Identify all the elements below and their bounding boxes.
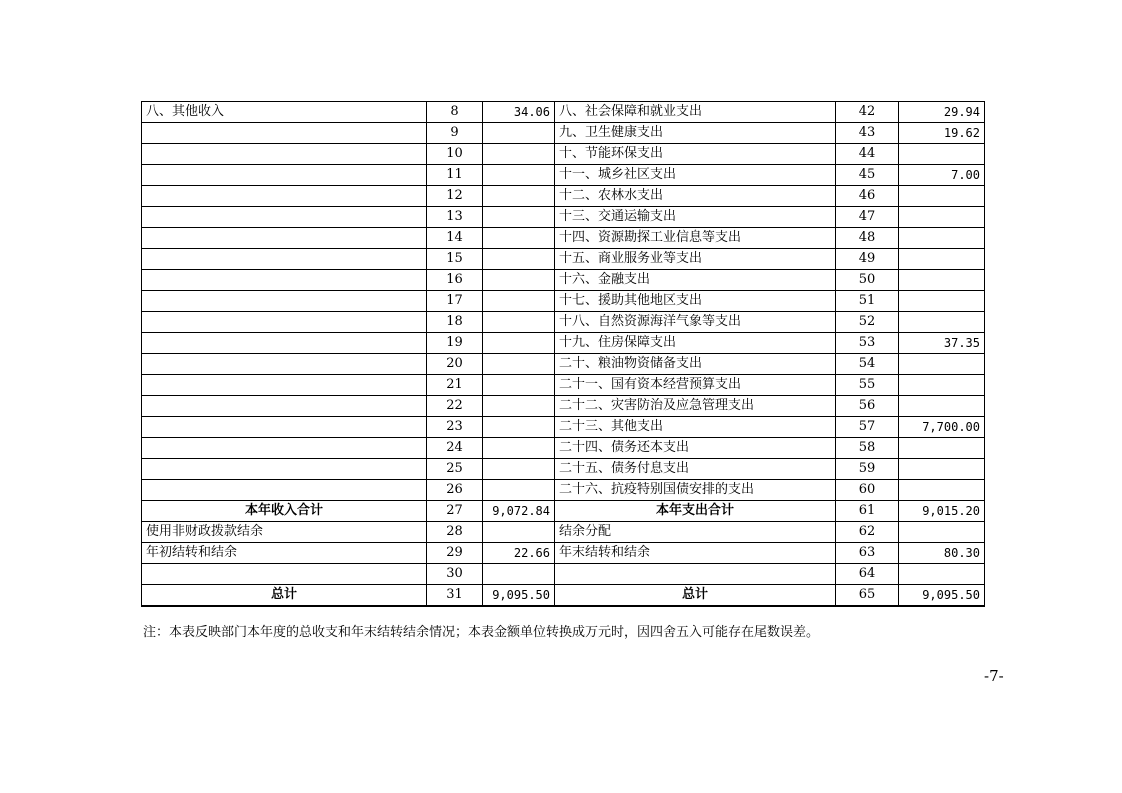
income-row-number-cell: 30 xyxy=(427,564,483,585)
table-row xyxy=(142,354,985,375)
table-row xyxy=(142,102,985,123)
table-row xyxy=(142,144,985,165)
expense-row-number-cell: 44 xyxy=(836,144,899,165)
expense-amount-cell xyxy=(899,480,985,501)
income-item-cell xyxy=(142,207,427,228)
page-number: -7- xyxy=(984,667,1004,685)
expense-item-cell: 十四、资源勘探工业信息等支出 xyxy=(555,228,836,249)
expense-amount-cell: 7,700.00 xyxy=(899,417,985,438)
expense-item-cell: 十七、援助其他地区支出 xyxy=(555,291,836,312)
expense-item-cell: 九、卫生健康支出 xyxy=(555,123,836,144)
table-row xyxy=(142,165,985,186)
expense-amount-cell: 9,095.50 xyxy=(899,585,985,607)
expense-row-number-cell: 61 xyxy=(836,501,899,522)
expense-amount-cell: 7.00 xyxy=(899,165,985,186)
expense-item-cell: 十六、金融支出 xyxy=(555,270,836,291)
expense-row-number-cell: 58 xyxy=(836,438,899,459)
expense-amount-cell xyxy=(899,522,985,543)
expense-row-number-cell: 50 xyxy=(836,270,899,291)
income-row-number-cell: 26 xyxy=(427,480,483,501)
income-item-cell xyxy=(142,165,427,186)
expense-amount-cell xyxy=(899,270,985,291)
table-row xyxy=(142,333,985,354)
table-row xyxy=(142,417,985,438)
expense-item-cell: 结余分配 xyxy=(555,522,836,543)
income-item-cell xyxy=(142,291,427,312)
expense-item-cell: 八、社会保障和就业支出 xyxy=(555,102,836,123)
income-item-cell xyxy=(142,438,427,459)
expense-amount-cell xyxy=(899,354,985,375)
income-amount-cell xyxy=(483,228,555,249)
income-item-cell: 使用非财政拨款结余 xyxy=(142,522,427,543)
expense-item-cell: 十三、交通运输支出 xyxy=(555,207,836,228)
expense-row-number-cell: 62 xyxy=(836,522,899,543)
income-amount-cell xyxy=(483,312,555,333)
expense-item-cell: 十八、自然资源海洋气象等支出 xyxy=(555,312,836,333)
expense-amount-cell xyxy=(899,438,985,459)
table-row xyxy=(142,459,985,480)
table-row xyxy=(142,375,985,396)
expense-item-cell: 二十四、债务还本支出 xyxy=(555,438,836,459)
income-amount-cell xyxy=(483,564,555,585)
table-row xyxy=(142,501,985,522)
income-amount-cell xyxy=(483,186,555,207)
table-body xyxy=(142,102,985,607)
income-item-cell xyxy=(142,312,427,333)
income-row-number-cell: 12 xyxy=(427,186,483,207)
table-row xyxy=(142,585,985,607)
expense-item-cell: 十一、城乡社区支出 xyxy=(555,165,836,186)
table-row xyxy=(142,480,985,501)
expense-row-number-cell: 54 xyxy=(836,354,899,375)
expense-row-number-cell: 51 xyxy=(836,291,899,312)
income-amount-cell xyxy=(483,522,555,543)
income-amount-cell xyxy=(483,396,555,417)
expense-row-number-cell: 55 xyxy=(836,375,899,396)
income-row-number-cell: 28 xyxy=(427,522,483,543)
table-row xyxy=(142,249,985,270)
expense-item-cell: 总计 xyxy=(555,585,836,607)
income-item-cell: 八、其他收入 xyxy=(142,102,427,123)
expense-item-cell: 年末结转和结余 xyxy=(555,543,836,564)
expense-row-number-cell: 53 xyxy=(836,333,899,354)
expense-item-cell: 十、节能环保支出 xyxy=(555,144,836,165)
income-row-number-cell: 17 xyxy=(427,291,483,312)
expense-amount-cell xyxy=(899,459,985,480)
income-item-cell xyxy=(142,228,427,249)
expense-amount-cell xyxy=(899,144,985,165)
expense-amount-cell xyxy=(899,564,985,585)
income-row-number-cell: 25 xyxy=(427,459,483,480)
expense-amount-cell xyxy=(899,186,985,207)
table-row xyxy=(142,270,985,291)
table-row xyxy=(142,123,985,144)
expense-item-cell: 二十六、抗疫特别国债安排的支出 xyxy=(555,480,836,501)
expense-item-cell: 二十二、灾害防治及应急管理支出 xyxy=(555,396,836,417)
table-row xyxy=(142,522,985,543)
expense-row-number-cell: 56 xyxy=(836,396,899,417)
income-item-cell xyxy=(142,333,427,354)
income-amount-cell: 34.06 xyxy=(483,102,555,123)
income-row-number-cell: 23 xyxy=(427,417,483,438)
expense-amount-cell xyxy=(899,228,985,249)
expense-row-number-cell: 45 xyxy=(836,165,899,186)
income-row-number-cell: 24 xyxy=(427,438,483,459)
expense-amount-cell: 19.62 xyxy=(899,123,985,144)
income-item-cell xyxy=(142,564,427,585)
income-item-cell xyxy=(142,144,427,165)
income-item-cell xyxy=(142,270,427,291)
income-amount-cell xyxy=(483,480,555,501)
income-amount-cell xyxy=(483,459,555,480)
table-row xyxy=(142,207,985,228)
income-amount-cell xyxy=(483,333,555,354)
expense-row-number-cell: 63 xyxy=(836,543,899,564)
table-row xyxy=(142,564,985,585)
table-row xyxy=(142,312,985,333)
expense-item-cell: 十九、住房保障支出 xyxy=(555,333,836,354)
income-amount-cell xyxy=(483,249,555,270)
income-row-number-cell: 22 xyxy=(427,396,483,417)
expense-row-number-cell: 65 xyxy=(836,585,899,607)
expense-amount-cell xyxy=(899,249,985,270)
expense-item-cell: 二十三、其他支出 xyxy=(555,417,836,438)
income-amount-cell xyxy=(483,207,555,228)
income-amount-cell xyxy=(483,165,555,186)
income-item-cell xyxy=(142,396,427,417)
income-row-number-cell: 9 xyxy=(427,123,483,144)
income-row-number-cell: 18 xyxy=(427,312,483,333)
expense-row-number-cell: 46 xyxy=(836,186,899,207)
income-amount-cell: 9,095.50 xyxy=(483,585,555,607)
income-item-cell xyxy=(142,417,427,438)
income-row-number-cell: 19 xyxy=(427,333,483,354)
income-row-number-cell: 21 xyxy=(427,375,483,396)
income-row-number-cell: 31 xyxy=(427,585,483,607)
income-amount-cell xyxy=(483,438,555,459)
income-row-number-cell: 27 xyxy=(427,501,483,522)
income-item-cell xyxy=(142,375,427,396)
table-row xyxy=(142,186,985,207)
expense-row-number-cell: 52 xyxy=(836,312,899,333)
income-row-number-cell: 16 xyxy=(427,270,483,291)
table-row xyxy=(142,291,985,312)
income-amount-cell xyxy=(483,375,555,396)
income-amount-cell xyxy=(483,123,555,144)
expense-row-number-cell: 43 xyxy=(836,123,899,144)
income-row-number-cell: 10 xyxy=(427,144,483,165)
expense-item-cell: 二十五、债务付息支出 xyxy=(555,459,836,480)
income-row-number-cell: 29 xyxy=(427,543,483,564)
expense-amount-cell xyxy=(899,312,985,333)
expense-amount-cell: 9,015.20 xyxy=(899,501,985,522)
expense-amount-cell xyxy=(899,291,985,312)
expense-item-cell: 二十一、国有资本经营预算支出 xyxy=(555,375,836,396)
table-row xyxy=(142,543,985,564)
expense-amount-cell xyxy=(899,396,985,417)
expense-row-number-cell: 64 xyxy=(836,564,899,585)
expense-item-cell: 本年支出合计 xyxy=(555,501,836,522)
expense-item-cell: 十五、商业服务业等支出 xyxy=(555,249,836,270)
expense-row-number-cell: 42 xyxy=(836,102,899,123)
expense-amount-cell: 80.30 xyxy=(899,543,985,564)
expense-row-number-cell: 47 xyxy=(836,207,899,228)
expense-amount-cell xyxy=(899,375,985,396)
income-item-cell xyxy=(142,186,427,207)
income-item-cell: 年初结转和结余 xyxy=(142,543,427,564)
income-item-cell xyxy=(142,459,427,480)
expense-amount-cell: 29.94 xyxy=(899,102,985,123)
income-item-cell xyxy=(142,123,427,144)
income-amount-cell xyxy=(483,144,555,165)
income-row-number-cell: 11 xyxy=(427,165,483,186)
income-row-number-cell: 14 xyxy=(427,228,483,249)
income-amount-cell: 9,072.84 xyxy=(483,501,555,522)
income-amount-cell xyxy=(483,270,555,291)
income-amount-cell xyxy=(483,291,555,312)
footnote: 注：本表反映部门本年度的总收支和年末结转结余情况；本表金额单位转换成万元时，因四舍五入可能存在尾数误差。 xyxy=(143,625,820,640)
income-item-cell xyxy=(142,249,427,270)
expense-item-cell: 十二、农林水支出 xyxy=(555,186,836,207)
income-item-cell: 总计 xyxy=(142,585,427,607)
expense-row-number-cell: 48 xyxy=(836,228,899,249)
expense-row-number-cell: 49 xyxy=(836,249,899,270)
expense-item-cell: 二十、粮油物资储备支出 xyxy=(555,354,836,375)
table-row xyxy=(142,228,985,249)
expense-row-number-cell: 59 xyxy=(836,459,899,480)
expense-item-cell xyxy=(555,564,836,585)
income-row-number-cell: 13 xyxy=(427,207,483,228)
expense-amount-cell xyxy=(899,207,985,228)
income-row-number-cell: 20 xyxy=(427,354,483,375)
table-row xyxy=(142,438,985,459)
income-amount-cell: 22.66 xyxy=(483,543,555,564)
expense-amount-cell: 37.35 xyxy=(899,333,985,354)
income-amount-cell xyxy=(483,354,555,375)
income-amount-cell xyxy=(483,417,555,438)
income-item-cell: 本年收入合计 xyxy=(142,501,427,522)
expense-row-number-cell: 60 xyxy=(836,480,899,501)
budget-table xyxy=(141,101,985,607)
income-row-number-cell: 8 xyxy=(427,102,483,123)
income-item-cell xyxy=(142,354,427,375)
expense-row-number-cell: 57 xyxy=(836,417,899,438)
table-row xyxy=(142,396,985,417)
income-item-cell xyxy=(142,480,427,501)
income-row-number-cell: 15 xyxy=(427,249,483,270)
